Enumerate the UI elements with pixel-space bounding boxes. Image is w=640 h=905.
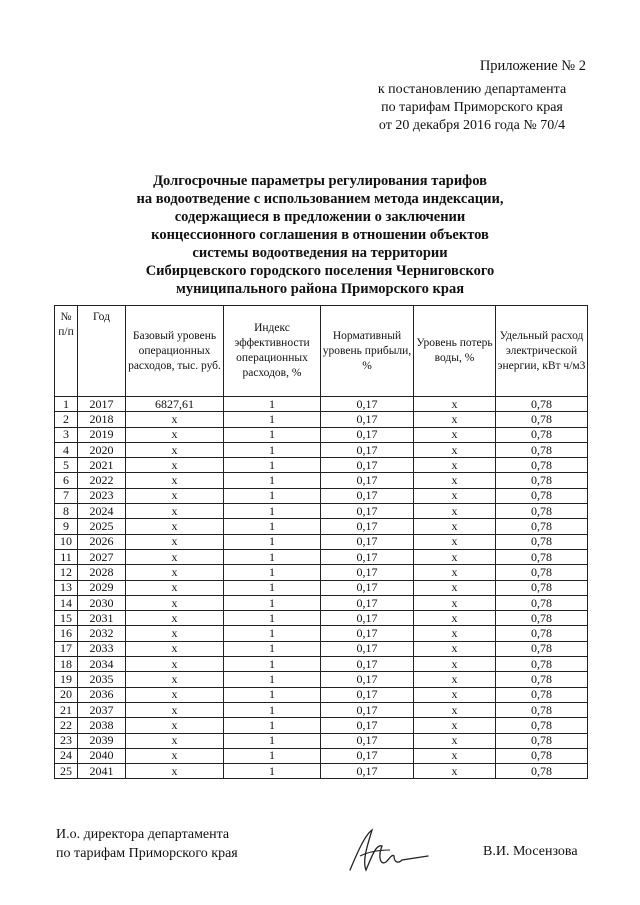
table-row: [55, 672, 588, 687]
cell-profit-level: 0,17: [321, 427, 414, 442]
cell-water-loss: х: [414, 580, 496, 595]
cell-water-loss: х: [414, 657, 496, 672]
cell-water-loss: х: [414, 427, 496, 442]
cell-number: 19: [55, 672, 78, 687]
cell-energy-consumption: 0,78: [496, 488, 588, 503]
cell-water-loss: х: [414, 488, 496, 503]
cell-base-opex: х: [126, 626, 224, 641]
cell-base-opex: х: [126, 702, 224, 717]
cell-number: 23: [55, 733, 78, 748]
cell-base-opex: х: [126, 748, 224, 763]
cell-year: 2036: [78, 687, 126, 702]
column-header-energy-consumption: Удельный расход электрической энергии, кВт ч/м3: [496, 306, 588, 397]
cell-profit-level: 0,17: [321, 397, 414, 412]
cell-efficiency-index: 1: [224, 565, 321, 580]
cell-base-opex: х: [126, 534, 224, 549]
cell-year: 2033: [78, 641, 126, 656]
signer-position: [56, 825, 238, 863]
signer-name: В.И. Мосензова: [483, 844, 578, 859]
cell-profit-level: 0,17: [321, 504, 414, 519]
title-line: концессионного соглашения в отношении объектов: [151, 227, 489, 243]
cell-number: 24: [55, 748, 78, 763]
cell-efficiency-index: 1: [224, 427, 321, 442]
cell-energy-consumption: 0,78: [496, 626, 588, 641]
cell-energy-consumption: 0,78: [496, 473, 588, 488]
cell-year: 2034: [78, 657, 126, 672]
cell-number: 7: [55, 488, 78, 503]
cell-number: 6: [55, 473, 78, 488]
cell-water-loss: х: [414, 412, 496, 427]
cell-profit-level: 0,17: [321, 718, 414, 733]
resolution-reference: [352, 81, 592, 135]
cell-energy-consumption: 0,78: [496, 442, 588, 457]
cell-base-opex: 6827,61: [126, 397, 224, 412]
table-row: [55, 427, 588, 442]
cell-energy-consumption: 0,78: [496, 580, 588, 595]
cell-energy-consumption: 0,78: [496, 687, 588, 702]
table-row: [55, 412, 588, 427]
cell-efficiency-index: 1: [224, 412, 321, 427]
cell-efficiency-index: 1: [224, 657, 321, 672]
table-row: [55, 687, 588, 702]
cell-year: 2024: [78, 504, 126, 519]
cell-number: 3: [55, 427, 78, 442]
table-row: [55, 397, 588, 412]
cell-efficiency-index: 1: [224, 504, 321, 519]
cell-energy-consumption: 0,78: [496, 718, 588, 733]
cell-energy-consumption: 0,78: [496, 504, 588, 519]
cell-water-loss: х: [414, 565, 496, 580]
cell-base-opex: х: [126, 687, 224, 702]
cell-water-loss: х: [414, 442, 496, 457]
table-row: [55, 641, 588, 656]
cell-profit-level: 0,17: [321, 458, 414, 473]
cell-profit-level: 0,17: [321, 611, 414, 626]
table-row: [55, 595, 588, 610]
cell-water-loss: х: [414, 626, 496, 641]
cell-efficiency-index: 1: [224, 488, 321, 503]
cell-water-loss: х: [414, 718, 496, 733]
cell-energy-consumption: 0,78: [496, 412, 588, 427]
cell-efficiency-index: 1: [224, 626, 321, 641]
cell-year: 2031: [78, 611, 126, 626]
cell-energy-consumption: 0,78: [496, 427, 588, 442]
cell-efficiency-index: 1: [224, 442, 321, 457]
cell-base-opex: х: [126, 549, 224, 564]
cell-year: 2017: [78, 397, 126, 412]
cell-profit-level: 0,17: [321, 473, 414, 488]
cell-year: 2040: [78, 748, 126, 763]
table-body: [55, 397, 588, 779]
cell-year: 2029: [78, 580, 126, 595]
cell-profit-level: 0,17: [321, 580, 414, 595]
table-row: [55, 580, 588, 595]
cell-year: 2032: [78, 626, 126, 641]
title-line: на водоотведение с использованием метода индексации,: [136, 191, 504, 207]
document-title: [60, 172, 580, 298]
cell-number: 10: [55, 534, 78, 549]
resolution-line: к постановлению департамента: [377, 82, 567, 97]
cell-efficiency-index: 1: [224, 595, 321, 610]
cell-energy-consumption: 0,78: [496, 641, 588, 656]
cell-water-loss: х: [414, 641, 496, 656]
cell-year: 2022: [78, 473, 126, 488]
cell-efficiency-index: 1: [224, 534, 321, 549]
table-row: [55, 458, 588, 473]
cell-efficiency-index: 1: [224, 580, 321, 595]
cell-water-loss: х: [414, 702, 496, 717]
cell-efficiency-index: 1: [224, 687, 321, 702]
cell-energy-consumption: 0,78: [496, 565, 588, 580]
table-row: [55, 442, 588, 457]
cell-profit-level: 0,17: [321, 519, 414, 534]
cell-year: 2028: [78, 565, 126, 580]
cell-energy-consumption: 0,78: [496, 672, 588, 687]
column-header-water-loss: Уровень потерь воды, %: [414, 306, 496, 397]
column-header-efficiency-index: Индекс эффективности операционных расходов, %: [224, 306, 321, 397]
cell-year: 2037: [78, 702, 126, 717]
title-line: муниципального района Приморского края: [175, 281, 465, 297]
cell-year: 2041: [78, 764, 126, 779]
cell-year: 2018: [78, 412, 126, 427]
title-line: Сибирцевского городского поселения Черниговского: [145, 263, 495, 279]
cell-energy-consumption: 0,78: [496, 764, 588, 779]
cell-base-opex: х: [126, 427, 224, 442]
column-header-year: Год: [78, 306, 126, 397]
cell-water-loss: х: [414, 733, 496, 748]
cell-number: 14: [55, 595, 78, 610]
cell-number: 5: [55, 458, 78, 473]
cell-number: 20: [55, 687, 78, 702]
cell-energy-consumption: 0,78: [496, 534, 588, 549]
cell-efficiency-index: 1: [224, 672, 321, 687]
cell-base-opex: х: [126, 488, 224, 503]
column-header-number: № п/п: [55, 306, 78, 397]
cell-profit-level: 0,17: [321, 702, 414, 717]
cell-year: 2035: [78, 672, 126, 687]
table-row: [55, 549, 588, 564]
cell-number: 4: [55, 442, 78, 457]
cell-water-loss: х: [414, 458, 496, 473]
table-header-row: [55, 306, 588, 397]
column-header-profit-level: Нормативный уровень прибыли, %: [321, 306, 414, 397]
cell-base-opex: х: [126, 504, 224, 519]
cell-base-opex: х: [126, 412, 224, 427]
cell-water-loss: х: [414, 748, 496, 763]
cell-number: 22: [55, 718, 78, 733]
cell-water-loss: х: [414, 504, 496, 519]
cell-base-opex: х: [126, 764, 224, 779]
cell-base-opex: х: [126, 657, 224, 672]
cell-water-loss: х: [414, 519, 496, 534]
cell-base-opex: х: [126, 641, 224, 656]
cell-base-opex: х: [126, 733, 224, 748]
cell-efficiency-index: 1: [224, 764, 321, 779]
cell-energy-consumption: 0,78: [496, 657, 588, 672]
title-line: Долгосрочные параметры регулирования тарифов: [153, 173, 487, 189]
title-line: содержащиеся в предложении о заключении: [174, 209, 466, 225]
table-row: [55, 473, 588, 488]
cell-year: 2039: [78, 733, 126, 748]
title-line: системы водоотведения на территории: [192, 245, 448, 261]
cell-water-loss: х: [414, 611, 496, 626]
cell-water-loss: х: [414, 672, 496, 687]
cell-water-loss: х: [414, 473, 496, 488]
resolution-line: по тарифам Приморского края: [381, 100, 563, 115]
cell-energy-consumption: 0,78: [496, 748, 588, 763]
handwritten-signature: [342, 826, 432, 876]
cell-water-loss: х: [414, 534, 496, 549]
cell-efficiency-index: 1: [224, 397, 321, 412]
cell-profit-level: 0,17: [321, 595, 414, 610]
cell-number: 9: [55, 519, 78, 534]
cell-base-opex: х: [126, 458, 224, 473]
cell-energy-consumption: 0,78: [496, 595, 588, 610]
cell-energy-consumption: 0,78: [496, 519, 588, 534]
cell-year: 2026: [78, 534, 126, 549]
cell-year: 2023: [78, 488, 126, 503]
parameters-table: [54, 305, 588, 779]
table-row: [55, 748, 588, 763]
cell-water-loss: х: [414, 595, 496, 610]
cell-number: 25: [55, 764, 78, 779]
cell-efficiency-index: 1: [224, 702, 321, 717]
cell-number: 21: [55, 702, 78, 717]
cell-efficiency-index: 1: [224, 718, 321, 733]
cell-year: 2020: [78, 442, 126, 457]
table-row: [55, 534, 588, 549]
resolution-line: от 20 декабря 2016 года № 70/4: [378, 118, 566, 133]
signer-position-line: по тарифам Приморского края: [56, 846, 238, 861]
cell-year: 2025: [78, 519, 126, 534]
table-row: [55, 504, 588, 519]
cell-profit-level: 0,17: [321, 488, 414, 503]
cell-energy-consumption: 0,78: [496, 733, 588, 748]
cell-profit-level: 0,17: [321, 641, 414, 656]
cell-water-loss: х: [414, 764, 496, 779]
cell-profit-level: 0,17: [321, 534, 414, 549]
table-row: [55, 611, 588, 626]
cell-year: 2038: [78, 718, 126, 733]
table-row: [55, 565, 588, 580]
cell-number: 15: [55, 611, 78, 626]
cell-energy-consumption: 0,78: [496, 611, 588, 626]
cell-efficiency-index: 1: [224, 611, 321, 626]
cell-profit-level: 0,17: [321, 626, 414, 641]
cell-number: 18: [55, 657, 78, 672]
cell-base-opex: х: [126, 473, 224, 488]
cell-profit-level: 0,17: [321, 412, 414, 427]
appendix-number: Приложение № 2: [479, 58, 586, 74]
cell-energy-consumption: 0,78: [496, 549, 588, 564]
cell-base-opex: х: [126, 580, 224, 595]
cell-year: 2021: [78, 458, 126, 473]
cell-profit-level: 0,17: [321, 549, 414, 564]
cell-water-loss: х: [414, 549, 496, 564]
column-header-base-opex: Базовый уровень операционных расходов, тыс. руб.: [126, 306, 224, 397]
table-row: [55, 718, 588, 733]
cell-efficiency-index: 1: [224, 641, 321, 656]
cell-efficiency-index: 1: [224, 458, 321, 473]
cell-year: 2019: [78, 427, 126, 442]
cell-energy-consumption: 0,78: [496, 702, 588, 717]
cell-number: 2: [55, 412, 78, 427]
cell-efficiency-index: 1: [224, 733, 321, 748]
cell-profit-level: 0,17: [321, 733, 414, 748]
table-row: [55, 733, 588, 748]
table-row: [55, 702, 588, 717]
cell-base-opex: х: [126, 519, 224, 534]
cell-energy-consumption: 0,78: [496, 458, 588, 473]
cell-profit-level: 0,17: [321, 657, 414, 672]
cell-base-opex: х: [126, 442, 224, 457]
cell-base-opex: х: [126, 672, 224, 687]
cell-number: 11: [55, 549, 78, 564]
cell-number: 17: [55, 641, 78, 656]
cell-profit-level: 0,17: [321, 672, 414, 687]
cell-number: 8: [55, 504, 78, 519]
cell-water-loss: х: [414, 687, 496, 702]
cell-base-opex: х: [126, 718, 224, 733]
cell-number: 13: [55, 580, 78, 595]
cell-efficiency-index: 1: [224, 549, 321, 564]
cell-number: 16: [55, 626, 78, 641]
cell-profit-level: 0,17: [321, 687, 414, 702]
table-row: [55, 488, 588, 503]
signer-position-line: И.о. директора департамента: [56, 827, 230, 842]
table-row: [55, 764, 588, 779]
cell-base-opex: х: [126, 611, 224, 626]
cell-efficiency-index: 1: [224, 748, 321, 763]
cell-profit-level: 0,17: [321, 764, 414, 779]
cell-base-opex: х: [126, 595, 224, 610]
cell-profit-level: 0,17: [321, 565, 414, 580]
cell-profit-level: 0,17: [321, 748, 414, 763]
cell-efficiency-index: 1: [224, 519, 321, 534]
cell-base-opex: х: [126, 565, 224, 580]
cell-water-loss: х: [414, 397, 496, 412]
cell-energy-consumption: 0,78: [496, 397, 588, 412]
table-row: [55, 657, 588, 672]
cell-year: 2027: [78, 549, 126, 564]
cell-profit-level: 0,17: [321, 442, 414, 457]
table-row: [55, 626, 588, 641]
cell-year: 2030: [78, 595, 126, 610]
cell-number: 1: [55, 397, 78, 412]
cell-number: 12: [55, 565, 78, 580]
table-row: [55, 519, 588, 534]
cell-efficiency-index: 1: [224, 473, 321, 488]
